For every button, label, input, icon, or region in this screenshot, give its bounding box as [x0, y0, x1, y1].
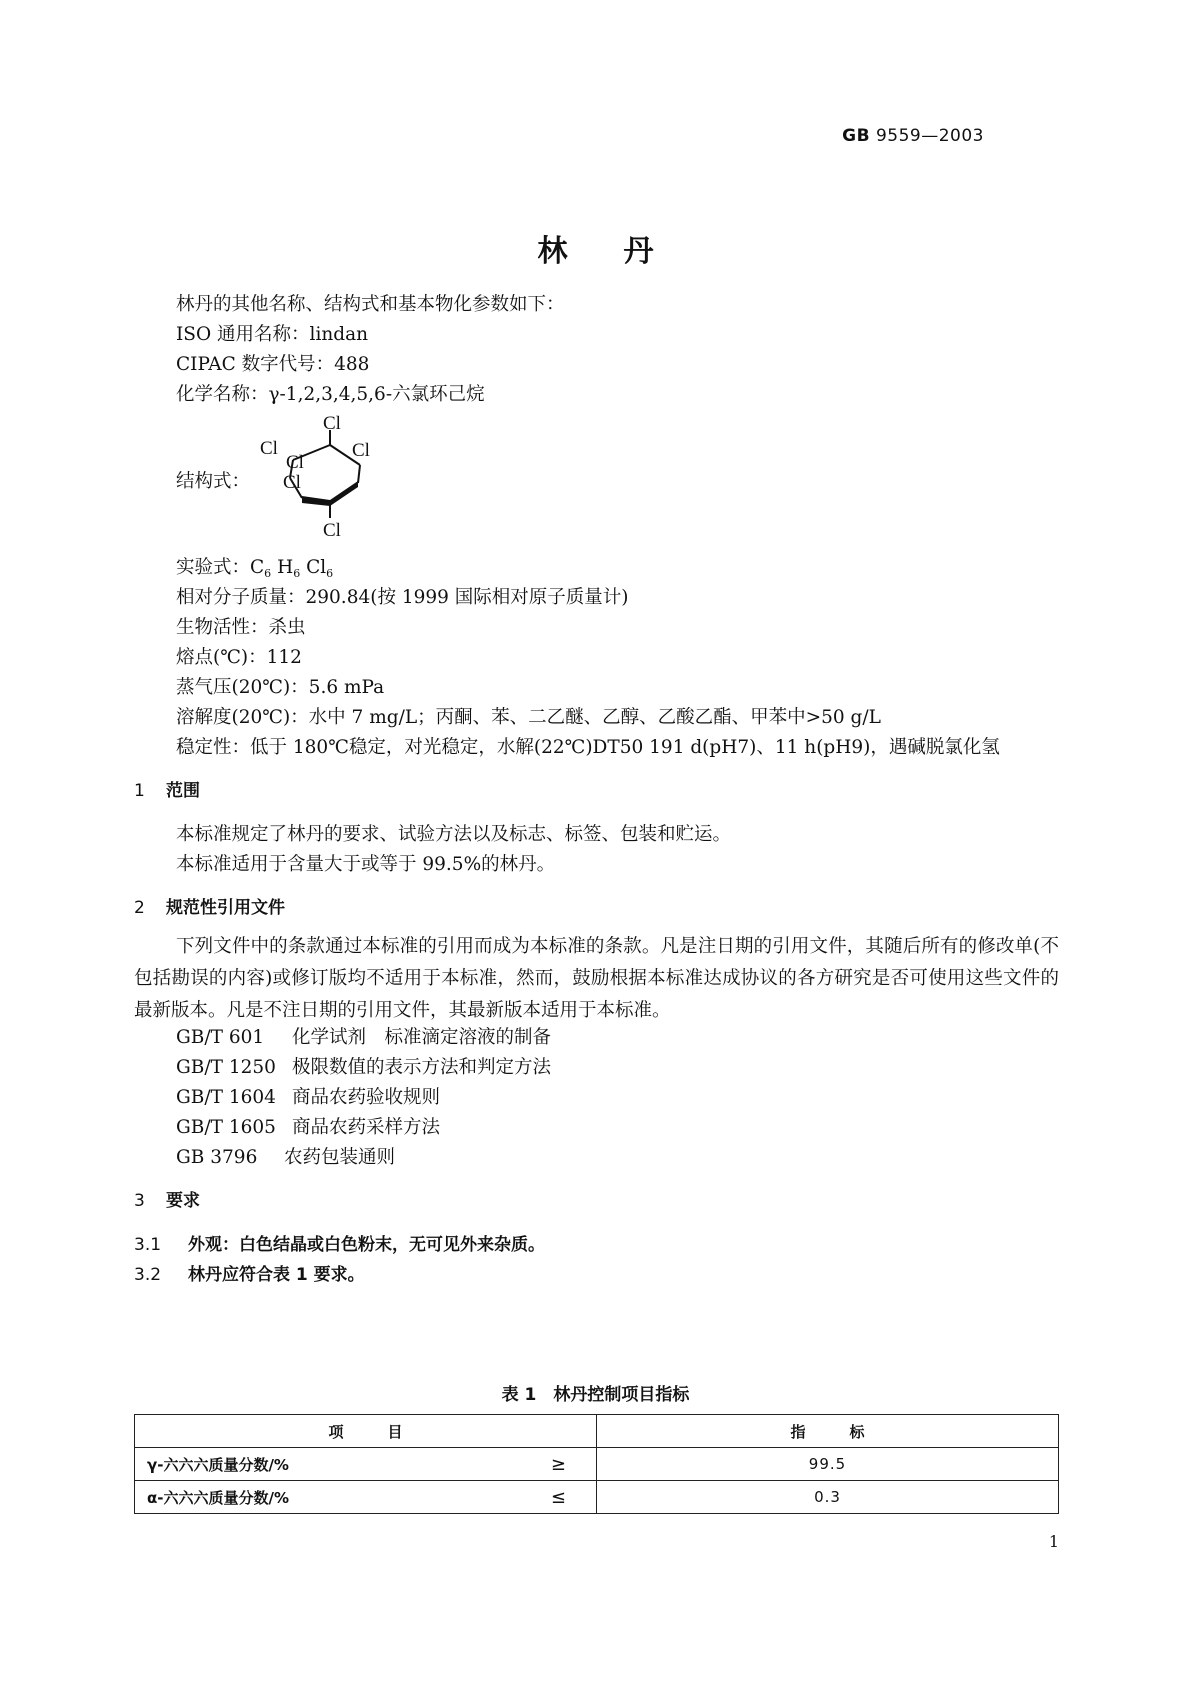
structural-formula — [250, 410, 410, 540]
reference-item: GB/T 601 化学试剂 标准滴定溶液的制备 — [176, 1027, 552, 1048]
table-row — [135, 1481, 1059, 1514]
chlorine-label: Cl — [323, 413, 341, 434]
section-3-heading: 3 要求 — [134, 1191, 200, 1211]
value-cell: 99.5 — [597, 1448, 1059, 1481]
melting-point: 熔点(℃)：112 — [176, 647, 302, 668]
chlorine-label: Cl — [352, 440, 370, 461]
cipac-code: CIPAC 数字代号：488 — [176, 354, 370, 375]
empirical-formula: 实验式：$C_6$ $H_6$ $Cl_6$ — [176, 557, 334, 580]
intro-text: 林丹的其他名称、结构式和基本物化参数如下： — [176, 294, 565, 315]
page-title: 林丹 — [537, 234, 710, 269]
molecular-mass: 相对分子质量：290.84(按 1999 国际相对原子质量计) — [176, 587, 629, 608]
section-1-heading: 1 范围 — [134, 781, 200, 801]
section-2-heading: 2 规范性引用文件 — [134, 898, 285, 918]
chlorine-label: Cl — [283, 472, 301, 493]
solubility: 溶解度(20℃)：水中 7 mg/L；丙酮、苯、二乙醚、乙醇、乙酸乙酯、甲苯中>50 g/L — [176, 707, 881, 728]
spec-table — [134, 1414, 1059, 1514]
scope-paragraph-2: 本标准适用于含量大于或等于 99.5%的林丹。 — [176, 854, 556, 875]
column-header-value: 指标 — [597, 1415, 1059, 1448]
page-number: 1 — [1048, 1532, 1059, 1551]
structure-label: 结构式： — [176, 471, 251, 492]
requirement-3-2: 3.2 林丹应符合表 1 要求。 — [134, 1265, 365, 1285]
requirement-3-1: 3.1 外观：白色结晶或白色粉末，无可见外来杂质。 — [134, 1235, 545, 1255]
column-header-item: 项目 — [135, 1415, 597, 1448]
references-paragraph: 下列文件中的条款通过本标准的引用而成为本标准的条款。凡是注日期的引用文件，其随后所有的修改单(不包括勘误的内容)或修订版均不适用于本标准，然而，鼓励根据本标准达成协议的各方研究是否可使用这些文件的最新版本。凡是不注日期的引用文件，其最新版本适用于本标准。 — [134, 936, 1059, 1021]
chemical-name: 化学名称：γ-1,2,3,4,5,6-六氯环己烷 — [176, 384, 485, 405]
value-cell: 0.3 — [597, 1481, 1059, 1514]
reference-item: GB/T 1250 极限数值的表示方法和判定方法 — [176, 1057, 552, 1078]
reference-item: GB/T 1604 商品农药验收规则 — [176, 1087, 441, 1108]
item-cell: α-六六六质量分数/% ≤ — [135, 1481, 597, 1514]
chlorine-label: Cl — [323, 520, 341, 540]
reference-item: GB 3796 农药包装通则 — [176, 1147, 396, 1168]
iso-name: ISO 通用名称：lindan — [176, 324, 369, 345]
reference-item: GB/T 1605 商品农药采样方法 — [176, 1117, 441, 1138]
standard-number: GB 9559—2003 — [842, 126, 984, 146]
table-row — [135, 1448, 1059, 1481]
stability: 稳定性：低于 180℃稳定，对光稳定，水解(22℃)DT50 191 d(pH7)、11 h(pH9)，遇碱脱氯化氢 — [176, 737, 1000, 758]
table-header-row — [135, 1415, 1059, 1448]
table-caption: 表 1 林丹控制项目指标 — [501, 1385, 690, 1405]
item-cell: γ-六六六质量分数/% ≥ — [135, 1448, 597, 1481]
vapor-pressure: 蒸气压(20℃)：5.6 mPa — [176, 677, 385, 698]
scope-paragraph-1: 本标准规定了林丹的要求、试验方法以及标志、标签、包装和贮运。 — [176, 824, 732, 845]
chlorine-label: Cl — [286, 452, 304, 473]
chlorine-label: Cl — [260, 438, 278, 459]
bio-activity: 生物活性：杀虫 — [176, 617, 306, 638]
